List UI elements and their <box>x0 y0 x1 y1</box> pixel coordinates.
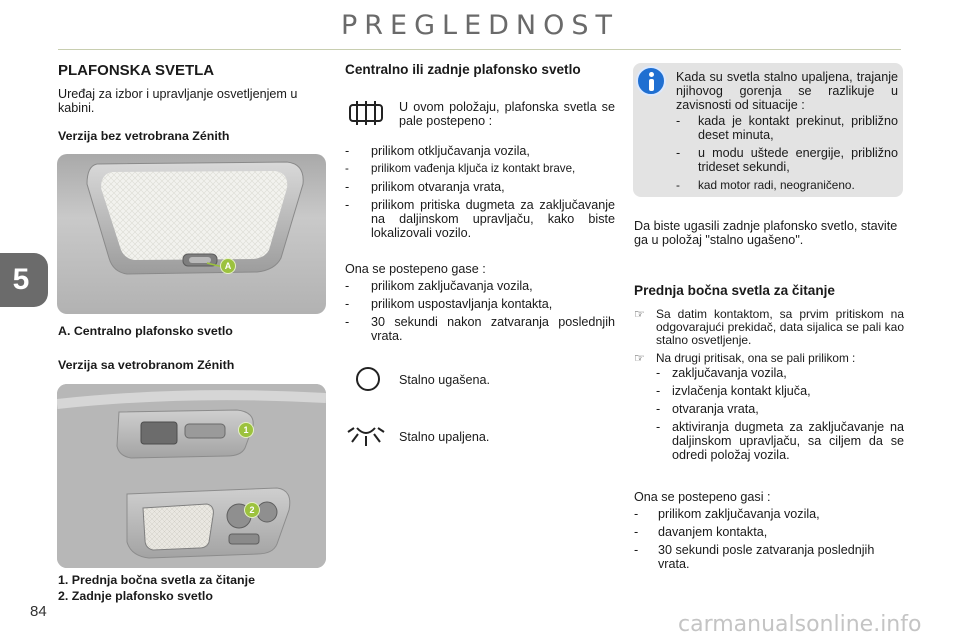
light-on-icon <box>346 422 386 453</box>
caption-a: A. Centralno plafonsko svetlo <box>58 324 233 338</box>
list-item: - u modu uštede energije, približno trideset sekundi, <box>676 146 898 174</box>
list-item: - kad motor radi, neograničeno. <box>676 178 855 192</box>
page-title: PREGLEDNOST <box>341 10 619 41</box>
list-item: - davanjem kontakta, <box>634 525 768 539</box>
gradual-off-list <box>634 507 906 575</box>
page-number: 84 <box>30 603 47 620</box>
ceiling-light-photo-zenith <box>57 384 326 568</box>
off-conditions-list <box>345 279 615 347</box>
list-item: - prilikom zaključavanja vozila, <box>345 279 533 293</box>
central-rear-light-title: Centralno ili zadnje plafonsko svetlo <box>345 62 581 77</box>
list-item: - zaključavanja vozila, <box>656 366 787 380</box>
watermark: carmanualsonline.info <box>678 612 922 637</box>
list-item: - prilikom uspostavljanja kontakta, <box>345 297 553 311</box>
list-item: - prilikom otvaranja vrata, <box>345 180 505 194</box>
ceiling-light-illustration <box>57 154 326 314</box>
list-item: - prilikom zaključavanja vozila, <box>634 507 820 521</box>
info-list <box>676 114 898 196</box>
pointer-icon: ☞ <box>634 307 645 321</box>
auto-mode-text: U ovom položaju, plafonska svetla se pale postepeno : <box>399 100 615 128</box>
always-on-label: Stalno upaljena. <box>399 430 490 444</box>
info-icon <box>636 66 666 96</box>
list-item: - 30 sekundi posle zatvaranja poslednjih vrata. <box>634 543 875 571</box>
reading-lights-list <box>634 308 904 369</box>
list-item: - aktiviranja dugmeta za zaključavanje na daljinskom upravljaču, sa ciljem da se odredi položaj vozila. <box>656 420 904 462</box>
list-item: - prilikom vađenja ključa iz kontakt brave, <box>345 162 576 175</box>
off-intro: Ona se postepeno gase : <box>345 262 486 276</box>
ceiling-light-photo-a <box>57 154 326 314</box>
zenith-light-illustration <box>57 384 326 568</box>
list-item: - kada je kontakt prekinut, približno deset minuta, <box>676 114 898 142</box>
list-item: ☞ Na drugi pritisak, ona se pali prilikom : <box>634 351 856 365</box>
section-intro: Uređaj za izbor i upravljanje osvetljenjem u kabini. <box>58 87 298 115</box>
list-item: - prilikom pritiska dugmeta za zaključavanje na daljinskom upravljaču, kako biste lokalizovali vozilo. <box>345 198 615 240</box>
list-item: - izvlačenja kontakt ključa, <box>656 384 811 398</box>
pointer-icon: ☞ <box>634 351 645 365</box>
reading-lights-title: Prednja bočna svetla za čitanje <box>634 283 835 298</box>
door-position-icon <box>347 99 385 132</box>
callout-badge-2: 2 <box>244 502 260 518</box>
caption-1: 1. Prednja bočna svetla za čitanje <box>58 573 255 587</box>
callout-badge-1: 1 <box>238 422 254 438</box>
header-divider <box>58 49 901 50</box>
version1-heading: Verzija bez vetrobrana Zénith <box>58 129 230 143</box>
light-off-icon <box>354 365 382 398</box>
list-item: ☞ Sa datim kontaktom, sa prvim pritiskom na odgovarajući prekidač, data sijalica se pali kao stalno osvetljenje. <box>634 307 904 347</box>
gradual-off-intro: Ona se postepeno gasi : <box>634 490 771 504</box>
second-press-list <box>656 366 904 466</box>
info-intro: Kada su svetla stalno upaljena, trajanje njihovog gorenja se razlikuje u zavisnosti od situacije : <box>676 70 898 112</box>
callout-badge-a: A <box>220 258 236 274</box>
always-off-label: Stalno ugašena. <box>399 373 491 387</box>
turn-off-instructions: Da biste ugasili zadnje plafonsko svetlo, stavite ga u položaj "stalno ugašeno". <box>634 219 898 247</box>
chapter-tab: 5 <box>0 253 48 307</box>
on-conditions-list <box>345 144 615 244</box>
list-item: - prilikom otključavanja vozila, <box>345 144 530 158</box>
version2-heading: Verzija sa vetrobranom Zénith <box>58 358 235 372</box>
section-title: PLAFONSKA SVETLA <box>58 62 215 79</box>
list-item: - 30 sekundi nakon zatvaranja poslednjih vrata. <box>345 315 615 343</box>
caption-2: 2. Zadnje plafonsko svetlo <box>58 589 213 603</box>
list-item: - otvaranja vrata, <box>656 402 759 416</box>
